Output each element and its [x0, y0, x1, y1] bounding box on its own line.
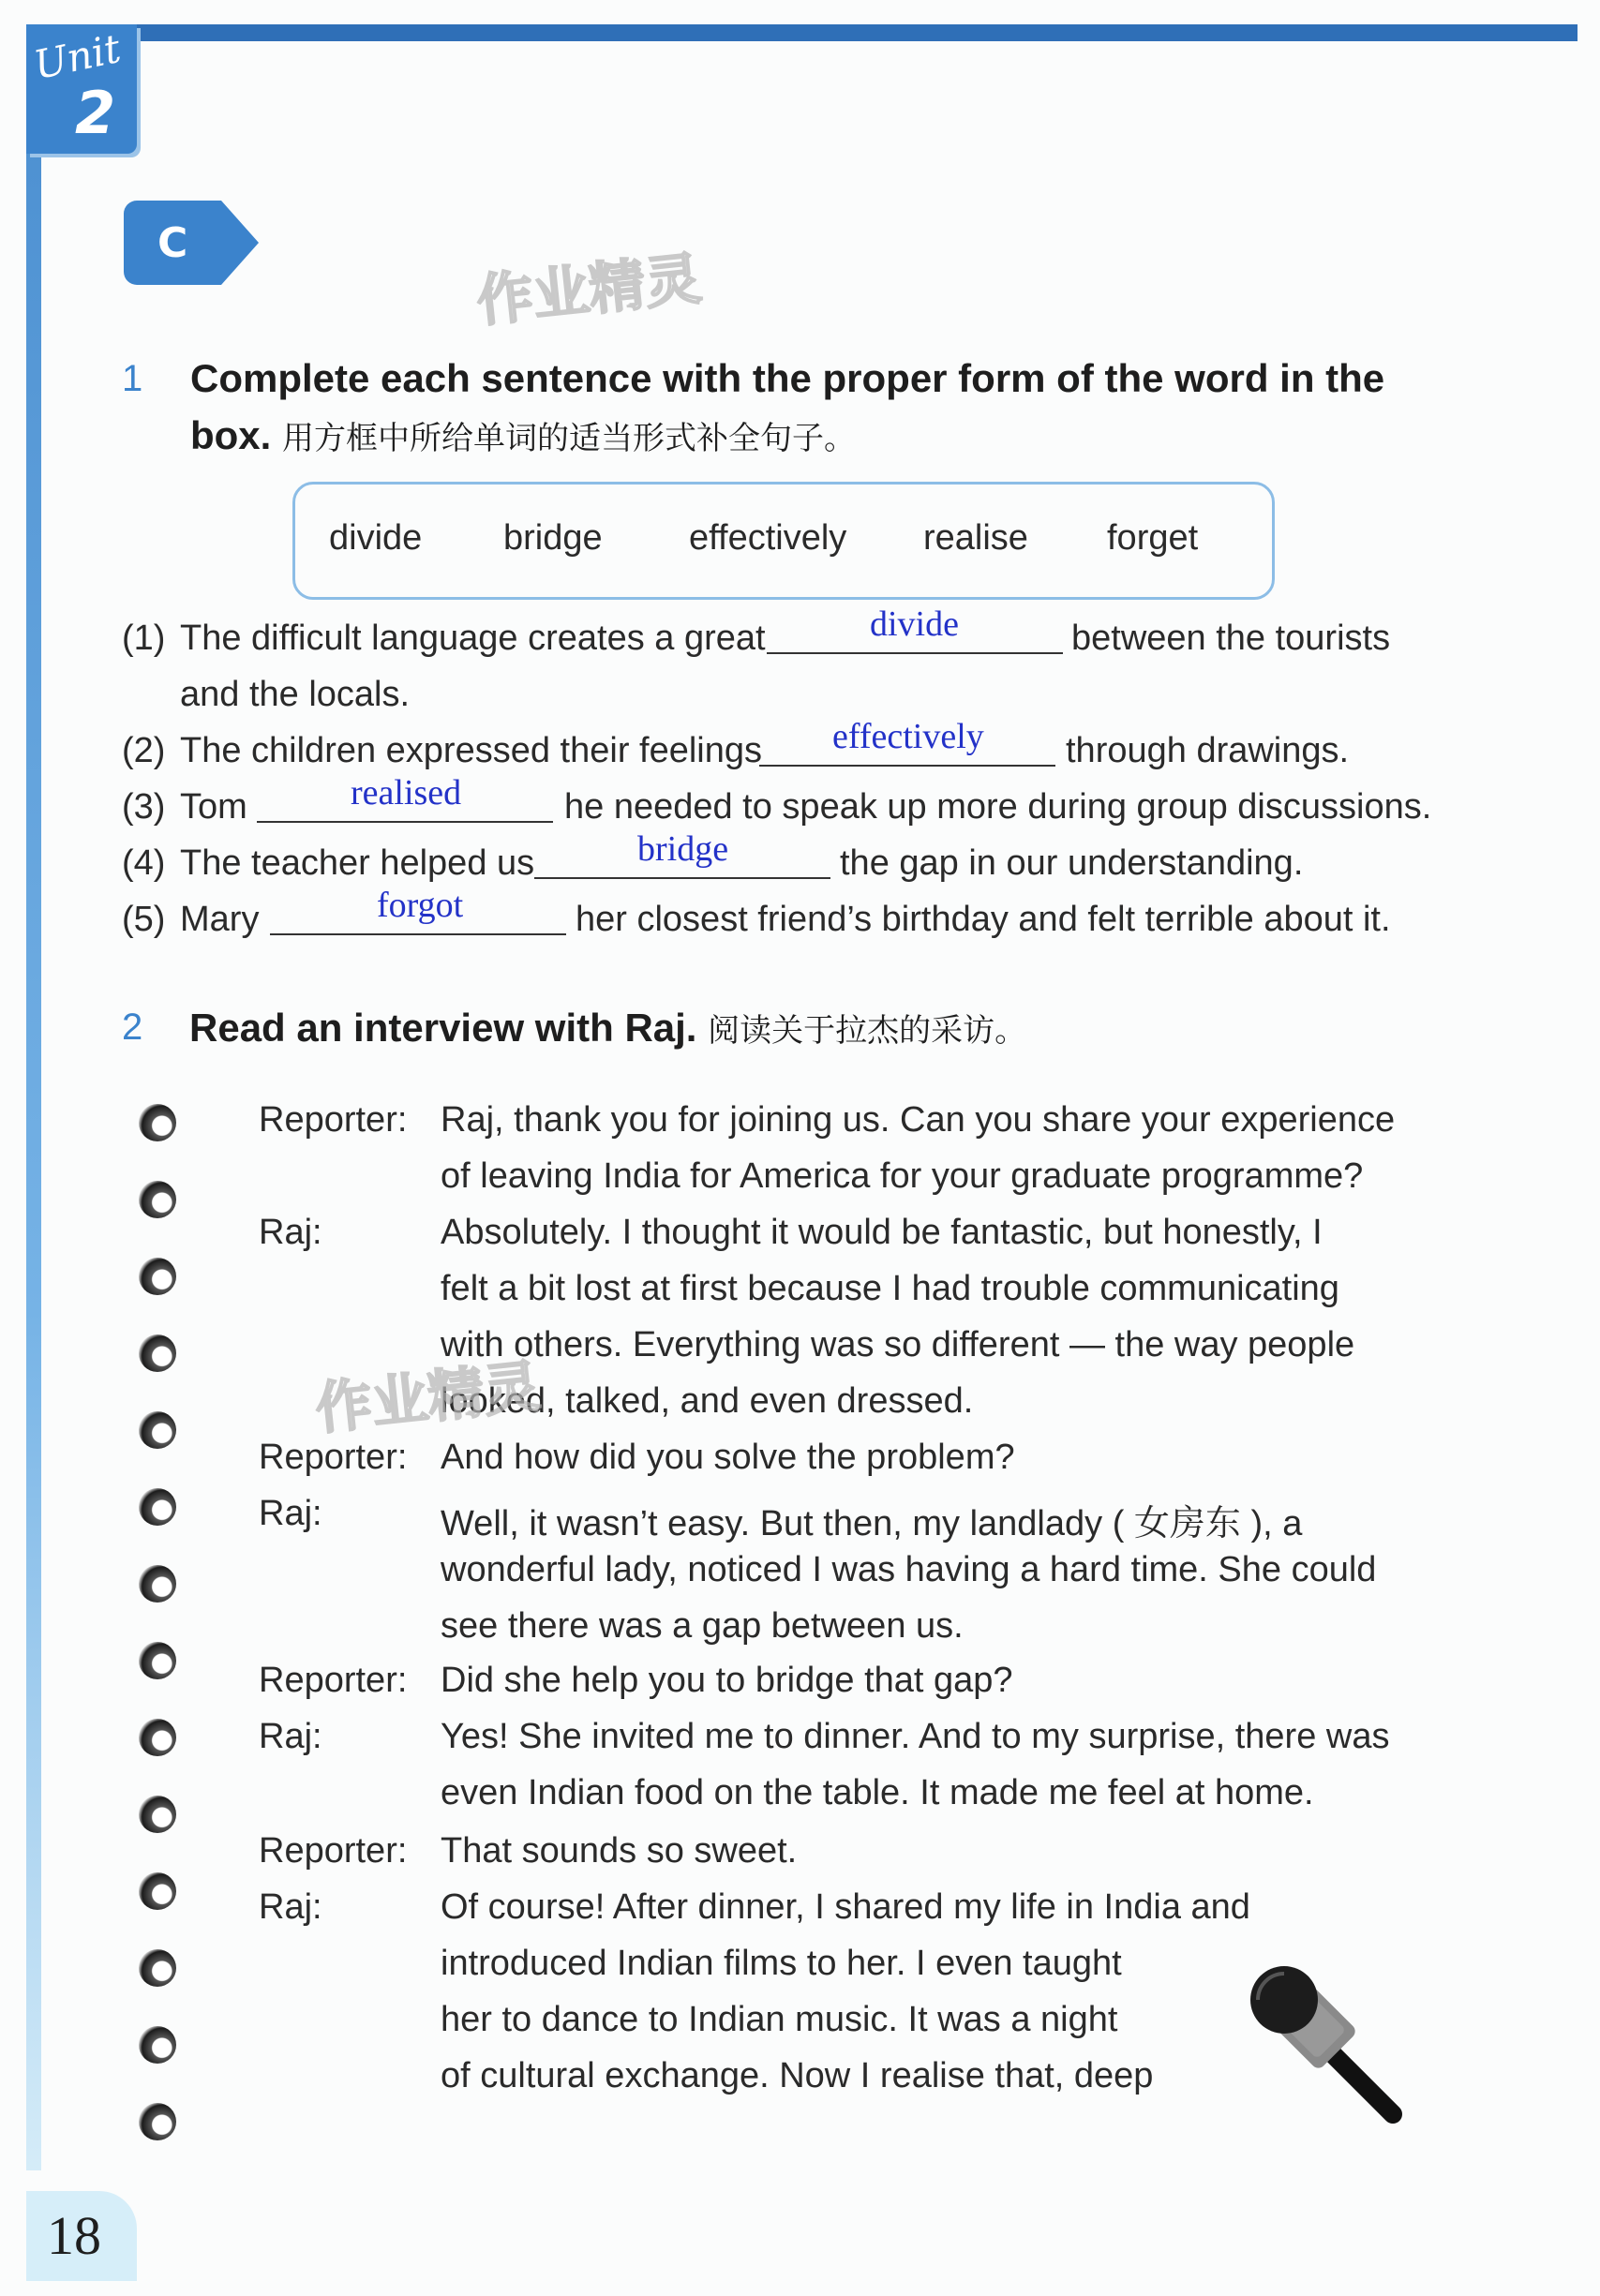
box-word: forget: [1107, 518, 1199, 558]
handwritten-answer: divide: [870, 604, 959, 644]
dialogue-line: wonderful lady, noticed I was having a hard time. She could: [441, 1550, 1377, 1589]
speaker-label: Reporter:: [259, 1438, 408, 1477]
binder-ring-icon: [139, 1949, 176, 1987]
dialogue-line: of leaving India for America for your graduate programme?: [441, 1156, 1364, 1196]
dialogue-line: Yes! She invited me to dinner. And to my surprise, there was: [441, 1717, 1390, 1756]
item-text-after: between the tourists: [1071, 619, 1391, 658]
box-word: bridge: [503, 518, 603, 558]
item-number: (3): [122, 787, 166, 827]
box-word: divide: [329, 518, 423, 558]
handwritten-answer: forgot: [377, 886, 464, 925]
answer-blank: [257, 821, 553, 823]
item-text-before: The difficult language creates a great: [180, 619, 766, 658]
speaker-label: Reporter:: [259, 1831, 408, 1871]
dialogue-line: with others. Everything was so different — the way people: [441, 1325, 1355, 1364]
binder-ring-icon: [139, 1258, 176, 1295]
handwritten-answer: realised: [351, 773, 462, 813]
dialogue-line: Absolutely. I thought it would be fantastic, but honestly, I: [441, 1213, 1323, 1252]
box-word: realise: [923, 518, 1028, 558]
binder-ring-icon: [139, 1181, 176, 1218]
handwritten-answer: effectively: [832, 717, 984, 756]
exercise-2-title-cn: 阅读关于拉杰的采访。: [708, 1012, 1027, 1050]
section-badge: [124, 201, 221, 285]
binder-ring-icon: [139, 1411, 176, 1449]
binder-ring-icon: [139, 1642, 176, 1679]
unit-number: 2: [75, 79, 116, 147]
speaker-label: Raj:: [259, 1494, 322, 1533]
dialogue-line: of cultural exchange. Now I realise that, deep: [441, 2056, 1154, 2095]
item-text-after: the gap in our understanding.: [840, 843, 1304, 883]
exercise-2-title-en: Read an interview with Raj.: [189, 1006, 697, 1050]
section-letter: C: [157, 219, 188, 267]
dialogue-line: introduced Indian films to her. I even taught: [441, 1944, 1122, 1983]
exercise-1-title: Complete each sentence with the proper form of the word in the: [190, 356, 1385, 400]
side-band: [26, 24, 41, 2170]
watermark: 作业精灵: [473, 246, 705, 335]
watermark: 作业精灵: [312, 1353, 544, 1443]
item-number: (2): [122, 731, 166, 770]
exercise-2-title: [189, 1005, 1026, 1051]
answer-blank: [534, 877, 830, 879]
page-number: 18: [47, 2205, 101, 2266]
exercise-1-title-cn: 用方框中所给单词的适当形式补全句子。: [282, 420, 857, 457]
box-word: effectively: [689, 518, 847, 558]
item-text-before: The teacher helped us: [180, 843, 535, 883]
unit-tab: [26, 24, 137, 154]
item-text-before: Tom: [180, 787, 247, 827]
top-band: [26, 24, 1578, 41]
dialogue-line: looked, talked, and even dressed.: [441, 1381, 974, 1421]
page-number-tab: [26, 2191, 137, 2281]
dialogue-line: her to dance to Indian music. It was a night: [441, 2000, 1118, 2039]
dialogue-line: That sounds so sweet.: [441, 1831, 798, 1871]
binder-ring-icon: [139, 1334, 176, 1372]
item-text-before: The children expressed their feelings: [180, 731, 763, 770]
binder-ring-icon: [139, 1719, 176, 1756]
dialogue-line: And how did you solve the problem?: [441, 1438, 1015, 1477]
dialogue-line: Raj, thank you for joining us. Can you share your experience: [441, 1100, 1396, 1140]
speaker-label: Reporter:: [259, 1661, 408, 1700]
word-box: [292, 482, 1275, 600]
binder-ring-icon: [139, 1104, 176, 1141]
binder-ring-icon: [139, 2103, 176, 2140]
speaker-label: Raj:: [259, 1213, 322, 1252]
exercise-1-number: 1: [122, 358, 143, 399]
speaker-label: Raj:: [259, 1717, 322, 1756]
microphone-icon: [1237, 1959, 1406, 2127]
dialogue-line: felt a bit lost at first because I had trouble communicating: [441, 1269, 1339, 1308]
binder-ring-icon: [139, 1872, 176, 1910]
exercise-1-title-en: box.: [190, 413, 272, 457]
dialogue-line: see there was a gap between us.: [441, 1606, 964, 1646]
binder-ring-icon: [139, 2026, 176, 2064]
item-text-continuation: and the locals.: [180, 675, 411, 714]
speaker-label: Raj:: [259, 1887, 322, 1927]
dialogue-line: even Indian food on the table. It made me feel at home.: [441, 1773, 1314, 1812]
item-text-after: he needed to speak up more during group discussions.: [564, 787, 1432, 827]
item-number: (1): [122, 619, 166, 658]
exercise-2-number: 2: [122, 1006, 143, 1048]
item-text-before: Mary: [180, 900, 260, 939]
item-number: (4): [122, 843, 166, 883]
dialogue-line: Of course! After dinner, I shared my life in India and: [441, 1887, 1250, 1927]
binder-ring-icon: [139, 1488, 176, 1526]
answer-blank: [270, 933, 566, 935]
binder-ring-icon: [139, 1796, 176, 1833]
binder-ring-icon: [139, 1565, 176, 1603]
answer-blank: [759, 765, 1055, 767]
answer-blank: [767, 652, 1063, 654]
item-text-after: through drawings.: [1066, 731, 1350, 770]
handwritten-answer: bridge: [637, 829, 729, 869]
speaker-label: Reporter:: [259, 1100, 408, 1140]
item-text-after: her closest friend’s birthday and felt terrible about it.: [576, 900, 1391, 939]
dialogue-line: Did she help you to bridge that gap?: [441, 1661, 1013, 1700]
dialogue-line: Well, it wasn’t easy. But then, my landlady ( 女房东 ), a: [441, 1504, 1303, 1543]
item-number: (5): [122, 900, 166, 939]
unit-word: Unit: [29, 24, 125, 89]
exercise-1-title-line2: [190, 412, 856, 458]
